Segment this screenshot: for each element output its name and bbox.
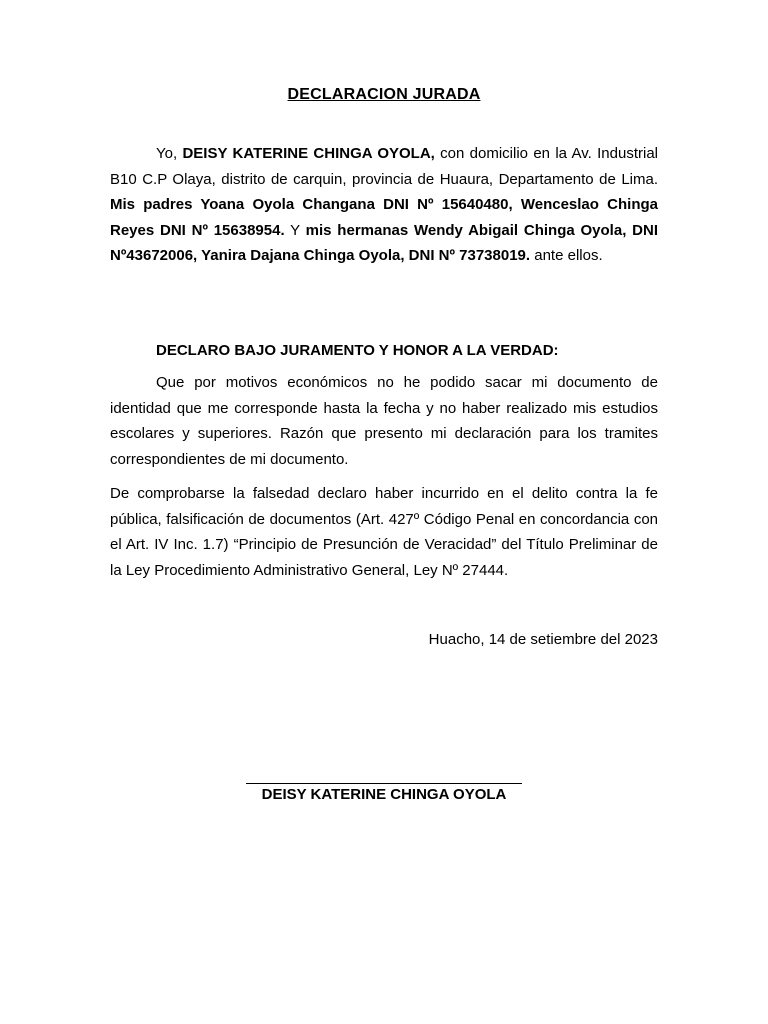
- signature-line: [246, 783, 522, 784]
- reason-paragraph: Que por motivos económicos no he podido sacar mi documento de identidad que me corresponde hasta la fecha y no haber realizado mis estudios escolares y superiores. Razón que presento mi declaración para los tramites correspondientes de mi documento.: [110, 374, 658, 468]
- parents-bold: Mis padres Yoana Oyola Changana DNI Nº 15640480, Wenceslao Chinga Reyes DNI Nº 15638954.: [110, 196, 658, 239]
- document-title: DECLARACION JURADA: [287, 86, 481, 103]
- liability-paragraph: De comprobarse la falsedad declaro haber incurrido en el delito contra la fe pública, falsificación de documentos (Art. 427º Código Penal en concordancia con el Art. IV Inc. 1.7) “Principio de Presunción de Veracidad” del Título Preliminar de la Ley Procedimiento Administrativo General, Ley Nº 27444.: [110, 485, 658, 579]
- declarant-paragraph: [110, 141, 658, 269]
- signature-name: DEISY KATERINE CHINGA OYOLA: [261, 786, 507, 803]
- date-line: Huacho, 14 de setiembre del 2023: [428, 631, 658, 648]
- declarant-name-bold: DEISY KATERINE CHINGA OYOLA,: [182, 145, 435, 162]
- declarant-text-2: con domicilio en la Av. Industrial B10 C.P Olaya, distrito de carquin, provincia de Huaura, Departamento de Lima.: [110, 145, 658, 188]
- sisters-bold: mis hermanas Wendy Abigail Chinga Oyola, DNI Nº43672006, Yanira Dajana Chinga Oyola, DNI Nº 73738019.: [110, 221, 658, 264]
- declarant-text-1: Yo,: [156, 145, 183, 162]
- declarant-text-4: ante ellos.: [530, 247, 603, 264]
- oath-heading: DECLARO BAJO JURAMENTO Y HONOR A LA VERDAD:: [156, 342, 559, 359]
- declarant-text-3: Y: [284, 221, 306, 239]
